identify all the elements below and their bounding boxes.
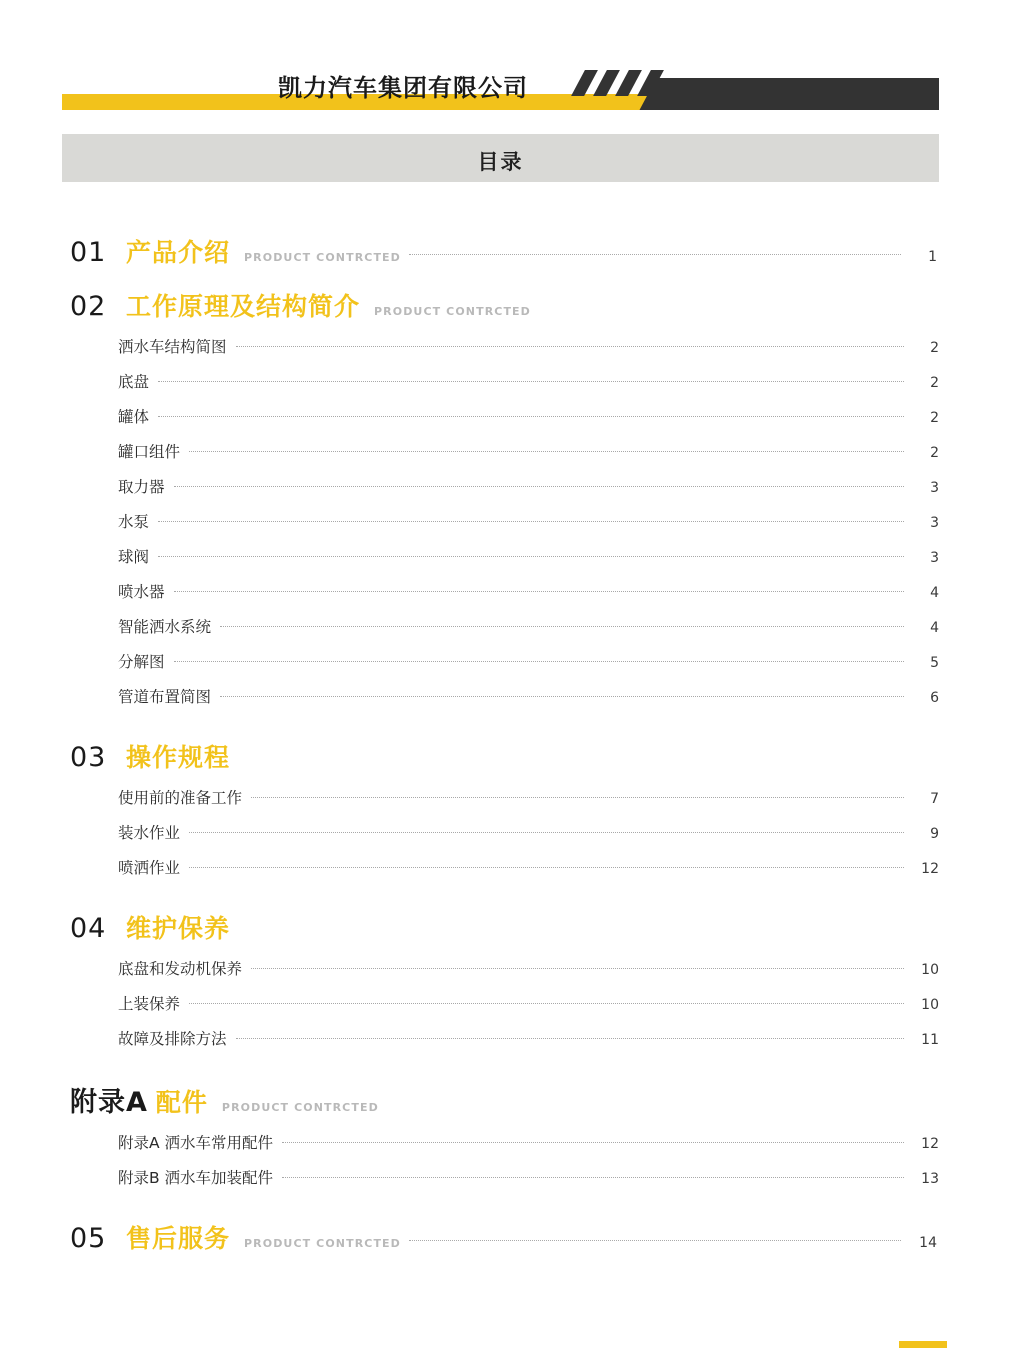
toc-leader-dots <box>409 254 901 255</box>
toc-entry-label: 上装保养 <box>118 995 181 1013</box>
toc-entry-label: 取力器 <box>118 478 165 496</box>
toc-chapter-row[interactable] <box>0 233 1009 269</box>
toc-page-number: 2 <box>930 340 939 356</box>
toc-entry-row[interactable] <box>0 580 1009 615</box>
toc-page-number: 2 <box>930 410 939 426</box>
toc-chapter-row[interactable] <box>0 287 1009 323</box>
toc-page-number: 7 <box>930 791 939 807</box>
toc-page-number: 2 <box>930 445 939 461</box>
toc-chapter-title[interactable]: 产品介绍 <box>126 238 231 267</box>
toc-entry-label: 装水作业 <box>118 824 181 842</box>
toc-entry-row[interactable] <box>0 440 1009 475</box>
toc-page-number: 2 <box>930 375 939 391</box>
toc-entry-row[interactable] <box>0 405 1009 440</box>
toc-entry-row[interactable] <box>0 615 1009 650</box>
toc-leader-dots <box>236 1038 904 1039</box>
toc-page-number: 3 <box>930 550 939 566</box>
toc-entry-row[interactable] <box>0 957 1009 992</box>
toc-entry-label: 罐体 <box>118 408 150 426</box>
toc-page-number: 1 <box>928 249 937 265</box>
toc-entry-label: 使用前的准备工作 <box>118 789 243 807</box>
toc-entry-row[interactable] <box>0 1131 1009 1166</box>
toc-entry-row[interactable] <box>0 510 1009 545</box>
toc-leader-dots <box>189 451 904 452</box>
toc-entry-row[interactable] <box>0 650 1009 685</box>
toc-entry-row[interactable] <box>0 475 1009 510</box>
toc-entry-label: 底盘 <box>118 373 150 391</box>
toc-entry-row[interactable] <box>0 821 1009 856</box>
toc-entry-label: 附录B 洒水车加装配件 <box>118 1169 274 1187</box>
toc-page-number: 4 <box>930 620 939 636</box>
toc-entry-label: 智能洒水系统 <box>118 618 212 636</box>
toc-entry-label: 水泵 <box>118 513 150 531</box>
toc-chapter-title[interactable]: 配件 <box>155 1088 208 1117</box>
toc-entry-row[interactable] <box>0 685 1009 720</box>
toc-entry-row[interactable] <box>0 992 1009 1027</box>
toc-chapter-title[interactable]: 操作规程 <box>126 743 231 772</box>
footer-accent-bar <box>899 1341 947 1348</box>
toc-entry-row[interactable] <box>0 335 1009 370</box>
toc-entry-label: 管道布置简图 <box>118 688 212 706</box>
toc-leader-dots <box>189 1003 904 1004</box>
toc-entry-row[interactable] <box>0 545 1009 580</box>
toc-leader-dots <box>251 968 904 969</box>
toc-entry-row[interactable] <box>0 786 1009 821</box>
toc-leader-dots <box>158 521 904 522</box>
toc-leader-dots <box>236 346 904 347</box>
toc-entry-label: 底盘和发动机保养 <box>118 960 243 978</box>
toc-page-number: 11 <box>921 1032 939 1048</box>
toc-chapter-subtitle-en: PRODUCT CONTRCTED <box>221 1101 379 1114</box>
toc-page-number: 3 <box>930 480 939 496</box>
toc-entry-label: 洒水车结构简图 <box>118 338 227 356</box>
toc-leader-dots <box>158 416 904 417</box>
toc-chapter-title[interactable]: 维护保养 <box>126 914 231 943</box>
toc-page-number: 10 <box>921 997 939 1013</box>
company-name: 凯力汽车集团有限公司 <box>278 74 528 102</box>
toc-entry-label: 分解图 <box>118 653 165 671</box>
toc-leader-dots <box>174 486 904 487</box>
toc-chapter-number: 附录A <box>70 1087 148 1118</box>
toc-chapter-subtitle-en: PRODUCT CONTRCTED <box>244 251 401 264</box>
toc-chapter-number: 02 <box>70 291 107 322</box>
toc-page-number: 13 <box>921 1171 939 1187</box>
toc-leader-dots <box>220 696 904 697</box>
toc-entry-label: 罐口组件 <box>118 443 181 461</box>
toc-leader-dots <box>189 832 904 833</box>
toc-entry-row[interactable] <box>0 856 1009 891</box>
toc-page-number: 12 <box>921 861 939 877</box>
toc-entry-label: 球阀 <box>118 548 150 566</box>
toc-entry-row[interactable] <box>0 1166 1009 1201</box>
toc-entry-label: 故障及排除方法 <box>118 1030 227 1048</box>
header-dark-block <box>680 78 939 110</box>
toc-page-number: 12 <box>921 1136 939 1152</box>
toc-chapter-number: 05 <box>70 1223 107 1254</box>
toc-page-number: 4 <box>930 585 939 601</box>
toc-leader-dots <box>220 626 904 627</box>
toc-leader-dots <box>282 1177 904 1178</box>
toc-chapter-title[interactable]: 工作原理及结构简介 <box>126 292 361 321</box>
toc-entry-label: 附录A 洒水车常用配件 <box>118 1134 274 1152</box>
page-header <box>0 0 1009 118</box>
toc-chapter-title[interactable]: 售后服务 <box>126 1224 231 1253</box>
toc-leader-dots <box>158 556 904 557</box>
toc-chapter-row[interactable] <box>0 738 1009 774</box>
toc-leader-dots <box>251 797 904 798</box>
toc-entry-row[interactable] <box>0 1027 1009 1062</box>
toc-entry-label: 喷水器 <box>118 583 165 601</box>
toc-leader-dots <box>174 661 904 662</box>
toc-leader-dots <box>189 867 904 868</box>
toc-chapter-row[interactable] <box>0 1219 1009 1255</box>
toc-leader-dots <box>409 1240 901 1241</box>
page-title: 目录 <box>477 150 524 174</box>
toc-chapter-row[interactable] <box>0 909 1009 945</box>
toc-chapter-number: 01 <box>70 237 107 268</box>
toc-page-number: 9 <box>930 826 939 842</box>
toc-chapter-row[interactable] <box>0 1080 1009 1119</box>
table-of-contents <box>0 215 1009 1261</box>
toc-page-number: 6 <box>930 690 939 706</box>
toc-page-number: 5 <box>930 655 939 671</box>
toc-entry-label: 喷洒作业 <box>118 859 181 877</box>
toc-leader-dots <box>282 1142 904 1143</box>
toc-leader-dots <box>158 381 904 382</box>
toc-chapter-number: 04 <box>70 913 107 944</box>
toc-title-band <box>62 134 939 182</box>
toc-chapter-subtitle-en: PRODUCT CONTRCTED <box>244 1237 401 1250</box>
toc-page-number: 10 <box>921 962 939 978</box>
toc-leader-dots <box>174 591 904 592</box>
toc-chapter-subtitle-en: PRODUCT CONTRCTED <box>374 305 531 318</box>
toc-chapter-number: 03 <box>70 742 107 773</box>
toc-entry-row[interactable] <box>0 370 1009 405</box>
toc-page-number: 3 <box>930 515 939 531</box>
toc-page-number: 14 <box>919 1235 937 1251</box>
